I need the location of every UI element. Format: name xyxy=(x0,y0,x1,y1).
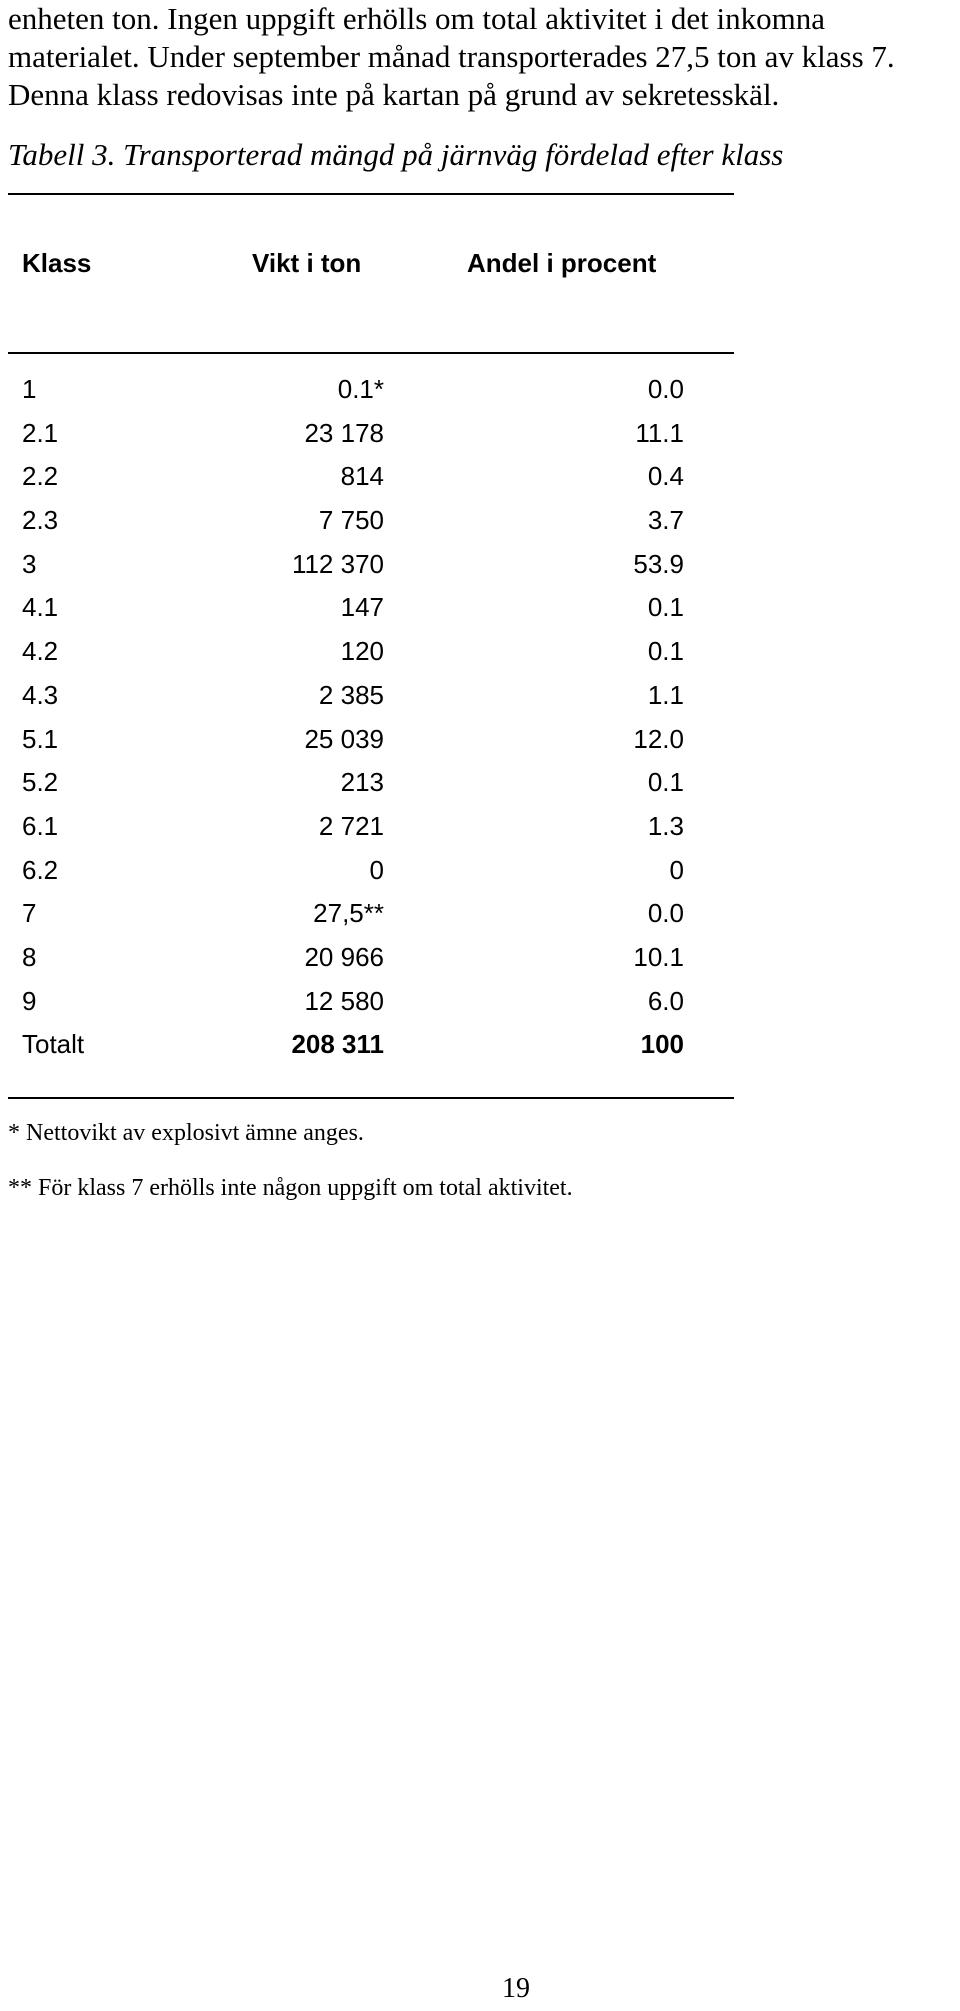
table-total-row xyxy=(0,1023,960,1067)
table-row xyxy=(0,455,960,499)
table-row xyxy=(0,761,960,805)
cell-andel: 0.1 xyxy=(647,636,684,667)
cell-klass: 2.1 xyxy=(22,417,59,448)
header-vikt: Vikt i ton xyxy=(252,248,362,278)
cell-andel: 0.1 xyxy=(647,767,684,798)
cell-vikt: 2 385 xyxy=(318,679,384,710)
table-footnotes xyxy=(8,1118,573,1228)
cell-klass: 4.1 xyxy=(22,592,59,623)
cell-vikt: 0 xyxy=(369,854,384,885)
cell-klass: 5.1 xyxy=(22,723,59,754)
cell-klass: 7 xyxy=(22,898,37,929)
cell-andel: 6.0 xyxy=(647,985,684,1016)
cell-total-vikt: 208 311 xyxy=(291,1029,384,1060)
cell-total-label: Totalt xyxy=(22,1029,85,1060)
cell-andel: 0.0 xyxy=(647,898,684,929)
table-row xyxy=(0,936,960,980)
table-body xyxy=(0,368,960,1067)
cell-andel: 3.7 xyxy=(647,505,684,536)
table-row xyxy=(0,630,960,674)
cell-klass: 2.2 xyxy=(22,461,59,492)
intro-line: enheten ton. Ingen uppgift erhölls om total aktivitet i det inkomna xyxy=(8,1,826,36)
cell-andel: 11.1 xyxy=(635,417,684,448)
table-row xyxy=(0,674,960,718)
cell-klass: 4.3 xyxy=(22,679,59,710)
header-andel: Andel i procent xyxy=(467,248,657,278)
cell-vikt: 814 xyxy=(340,461,384,492)
cell-klass: 6.1 xyxy=(22,810,59,841)
cell-vikt: 23 178 xyxy=(304,417,384,448)
cell-vikt: 2 721 xyxy=(318,810,384,841)
table-bottom-rule xyxy=(8,1097,734,1099)
table-row xyxy=(0,849,960,893)
cell-andel: 12.0 xyxy=(633,723,684,754)
cell-klass: 5.2 xyxy=(22,767,59,798)
table-row xyxy=(0,805,960,849)
page-number: 19 xyxy=(502,1973,530,2004)
cell-klass: 3 xyxy=(22,548,37,579)
cell-andel: 53.9 xyxy=(633,548,684,579)
cell-vikt: 112 370 xyxy=(291,548,384,579)
intro-line: materialet. Under september månad transporterades 27,5 ton av klass 7. xyxy=(8,39,895,74)
cell-vikt: 120 xyxy=(340,636,384,667)
table-row xyxy=(0,718,960,762)
cell-klass: 9 xyxy=(22,985,37,1016)
table-caption: Tabell 3. Transporterad mängd på järnväg fördelad efter klass xyxy=(8,137,784,172)
cell-andel: 0.0 xyxy=(647,374,684,404)
table-row xyxy=(0,980,960,1024)
intro-paragraph xyxy=(8,0,948,114)
cell-andel: 0.4 xyxy=(647,461,684,492)
cell-vikt: 27,5** xyxy=(313,898,384,929)
footnote-net-weight: * Nettovikt av explosivt ämne anges. xyxy=(8,1120,364,1146)
cell-vikt: 0.1* xyxy=(337,374,384,404)
cell-klass: 1 xyxy=(22,374,37,404)
cell-vikt: 12 580 xyxy=(304,985,384,1016)
table-row xyxy=(0,586,960,630)
table-top-rule xyxy=(8,193,734,195)
cell-andel: 10.1 xyxy=(633,941,684,972)
cell-total-andel: 100 xyxy=(640,1029,684,1060)
cell-klass: 6.2 xyxy=(22,854,59,885)
cell-andel: 1.1 xyxy=(647,679,684,710)
table-row xyxy=(0,499,960,543)
cell-vikt: 25 039 xyxy=(304,723,384,754)
intro-line: Denna klass redovisas inte på kartan på grund av sekretesskäl. xyxy=(8,77,780,112)
table-row xyxy=(0,892,960,936)
cell-klass: 4.2 xyxy=(22,636,59,667)
cell-vikt: 7 750 xyxy=(318,505,384,536)
cell-klass: 8 xyxy=(22,941,37,972)
table-header-rule xyxy=(8,352,734,354)
cell-vikt: 147 xyxy=(340,592,384,623)
table-row xyxy=(0,543,960,587)
cell-klass: 2.3 xyxy=(22,505,59,536)
cell-vikt: 213 xyxy=(340,767,384,798)
cell-vikt: 20 966 xyxy=(304,941,384,972)
footnote-class-7: ** För klass 7 erhölls inte någon uppgift om total aktivitet. xyxy=(8,1175,573,1201)
cell-andel: 0 xyxy=(669,854,684,885)
cell-andel: 1.3 xyxy=(647,810,684,841)
table-row xyxy=(0,412,960,456)
cell-andel: 0.1 xyxy=(647,592,684,623)
table-row xyxy=(0,368,960,412)
header-klass: Klass xyxy=(22,248,92,278)
